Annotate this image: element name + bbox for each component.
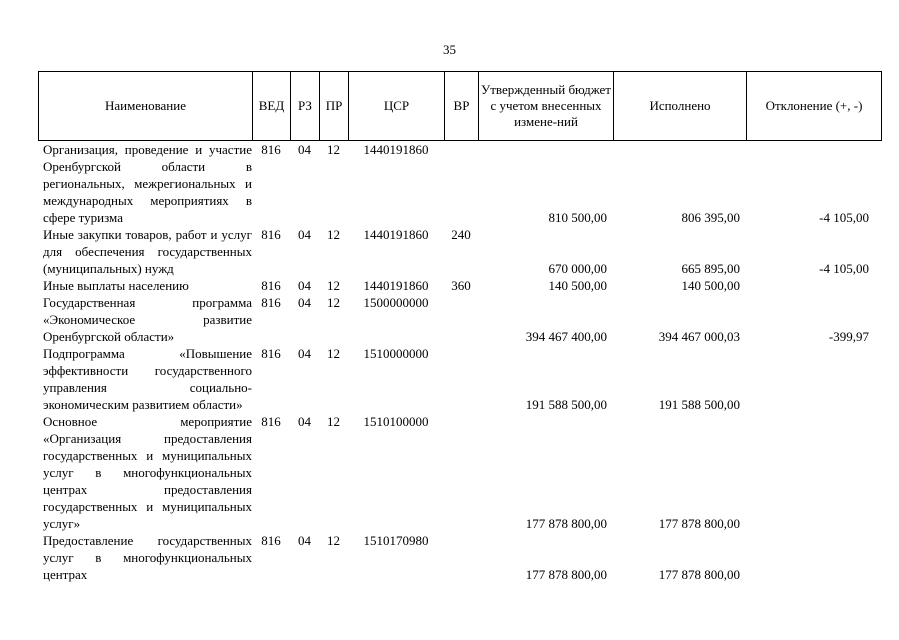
row-deviation [746, 345, 875, 413]
row-budget: 394 467 400,00 [525, 329, 607, 344]
row-csr: 1440191860 [363, 142, 429, 157]
row-rz: 04 [298, 295, 311, 310]
row-csr: 1440191860 [363, 278, 429, 293]
row-done: 177 878 800,00 [658, 567, 740, 582]
row-ved: 816 [261, 278, 281, 293]
header-csr: ЦСР [349, 72, 445, 141]
row-name: Предоставление государственных услуг в многофункциональных центрах [43, 533, 252, 582]
row-pr: 12 [327, 227, 340, 242]
row-ved: 816 [261, 227, 281, 242]
row-csr: 1510100000 [363, 414, 429, 429]
row-ved: 816 [261, 533, 281, 548]
row-ved: 816 [261, 295, 281, 310]
row-budget: 810 500,00 [548, 210, 607, 225]
row-vr: 240 [451, 227, 471, 242]
row-rz: 04 [298, 346, 311, 361]
row-name: Государственная программа «Экономическое развитие Оренбургской области» [43, 295, 252, 344]
row-rz: 04 [298, 227, 311, 242]
row-pr: 12 [327, 142, 340, 157]
header-budget: Утвержденный бюджет с учетом внесенных измене-ний [479, 72, 614, 141]
row-budget: 140 500,00 [548, 278, 607, 293]
row-deviation [746, 413, 875, 532]
header-ved: ВЕД [253, 72, 291, 141]
row-name: Иные закупки товаров, работ и услуг для обеспечения государственных (муниципальных) нужд [43, 227, 252, 276]
table-row [38, 294, 881, 345]
header-done: Исполнено [614, 72, 747, 141]
row-vr: 360 [451, 278, 471, 293]
row-pr: 12 [327, 414, 340, 429]
row-csr: 1510170980 [363, 533, 429, 548]
table-row [38, 141, 881, 226]
row-rz: 04 [298, 533, 311, 548]
row-name: Иные выплаты населению [43, 278, 189, 293]
row-done: 806 395,00 [681, 210, 740, 225]
row-name: Основное мероприятие «Организация предоставления государственных и муниципальных услуг в многофункциональных центрах предоставления государственных и муниципальных услуг» [43, 414, 252, 531]
row-csr: 1440191860 [363, 227, 429, 242]
page-number: 35 [443, 42, 456, 57]
row-ved: 816 [261, 346, 281, 361]
row-budget: 191 588 500,00 [525, 397, 607, 412]
row-done: 665 895,00 [681, 261, 740, 276]
row-name: Организация, проведение и участие Оренбургской области в региональных, межрегиональных и международных мероприятиях в сфере туризма [43, 142, 252, 225]
row-budget: 177 878 800,00 [525, 516, 607, 531]
header-name: Наименование [39, 72, 253, 141]
row-name: Подпрограмма «Повышение эффективности государственного управления социально-экономическим развитием области» [43, 346, 252, 412]
table-row [38, 345, 881, 413]
row-done: 394 467 000,03 [658, 329, 740, 344]
header-pr: ПР [320, 72, 349, 141]
row-deviation: -4 105,00 [819, 261, 869, 276]
row-vr [444, 141, 478, 226]
row-pr: 12 [327, 295, 340, 310]
row-csr: 1500000000 [363, 295, 429, 310]
row-deviation [746, 532, 875, 583]
row-done: 140 500,00 [681, 278, 740, 293]
row-deviation: -399,97 [828, 329, 869, 344]
table-row [38, 277, 881, 294]
row-ved: 816 [261, 414, 281, 429]
row-ved: 816 [261, 142, 281, 157]
table-row [38, 413, 881, 532]
table-body [38, 141, 881, 583]
header-vr: ВР [445, 72, 479, 141]
row-vr [444, 345, 478, 413]
row-pr: 12 [327, 533, 340, 548]
row-deviation [746, 277, 875, 294]
table-row [38, 532, 881, 583]
row-rz: 04 [298, 414, 311, 429]
row-pr: 12 [327, 346, 340, 361]
row-pr: 12 [327, 278, 340, 293]
row-done: 177 878 800,00 [658, 516, 740, 531]
row-vr [444, 532, 478, 583]
row-budget: 177 878 800,00 [525, 567, 607, 582]
row-deviation: -4 105,00 [819, 210, 869, 225]
header-deviation: Отклонение (+, -) [747, 72, 882, 141]
row-vr [444, 413, 478, 532]
row-rz: 04 [298, 142, 311, 157]
row-vr [444, 294, 478, 345]
row-rz: 04 [298, 278, 311, 293]
row-budget: 670 000,00 [548, 261, 607, 276]
row-csr: 1510000000 [363, 346, 429, 361]
table-row [38, 226, 881, 277]
row-done: 191 588 500,00 [658, 397, 740, 412]
header-rz: РЗ [291, 72, 320, 141]
table-header [38, 71, 882, 141]
